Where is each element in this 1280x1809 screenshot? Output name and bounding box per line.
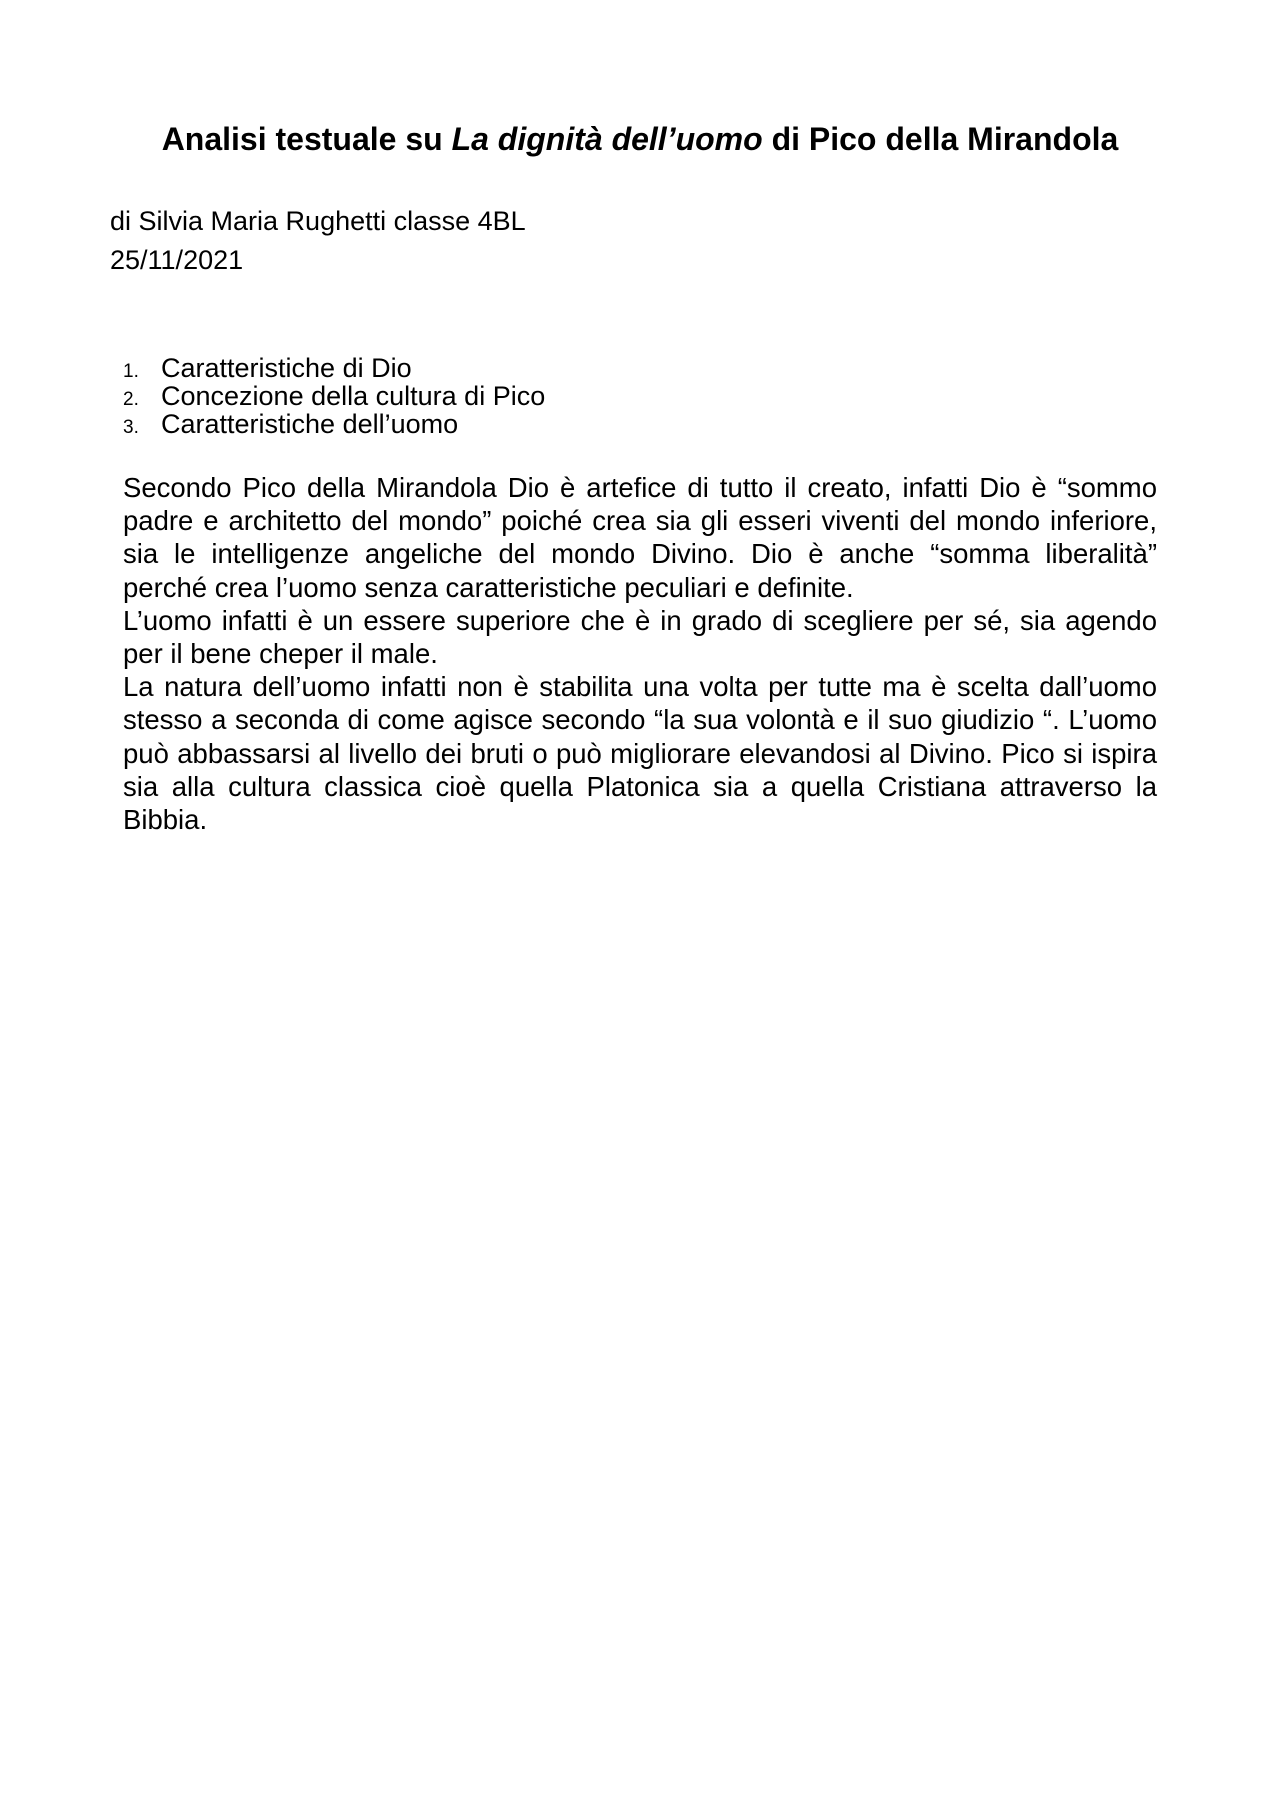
- document-date: 25/11/2021: [110, 245, 244, 275]
- author-line: di Silvia Maria Rughetti classe 4BL: [110, 206, 526, 236]
- outline-item-label: Caratteristiche dell’uomo: [161, 409, 459, 439]
- outline-item-label: Concezione della cultura di Pico: [161, 381, 546, 411]
- outline-list: [123, 353, 546, 440]
- outline-item-number: 1.: [123, 361, 139, 382]
- body-text: [123, 471, 1157, 836]
- title-suffix: di Pico della Mirandola: [762, 121, 1119, 157]
- outline-item-label: Caratteristiche di Dio: [161, 353, 412, 383]
- title-prefix: Analisi testuale su: [161, 121, 452, 157]
- outline-item: [123, 353, 545, 384]
- document-title: [0, 119, 1280, 159]
- outline-item: [123, 381, 546, 412]
- outline-item-number: 2.: [123, 389, 139, 410]
- body-paragraph: Secondo Pico della Mirandola Dio è artefice di tutto il creato, infatti Dio è “sommo padre e architetto del mondo” poiché crea sia gli esseri viventi del mondo inferiore, sia le intelligenze angeliche del mondo Divino. Dio è anche “somma liberalità” perché crea l’uomo senza caratteristiche peculiari e definite.: [123, 472, 1157, 603]
- body-paragraph: La natura dell’uomo infatti non è stabilita una volta per tutte ma è scelta dall’uomo stesso a seconda di come agisce secondo “la sua volontà e il suo giudizio “. L’uomo può abbassarsi al livello dei bruti o può migliorare elevandosi al Divino. Pico si ispira sia alla cultura classica cioè quella Platonica sia a quella Cristiana attraverso la Bibbia.: [123, 671, 1157, 836]
- body-paragraph: L’uomo infatti è un essere superiore che è in grado di scegliere per sé, sia agendo per il bene cheper il male.: [123, 604, 1157, 670]
- title-work-name: La dignità dell’uomo: [451, 121, 763, 157]
- outline-item: [123, 409, 545, 440]
- document-meta: [110, 202, 526, 280]
- outline-item-number: 3.: [123, 417, 139, 438]
